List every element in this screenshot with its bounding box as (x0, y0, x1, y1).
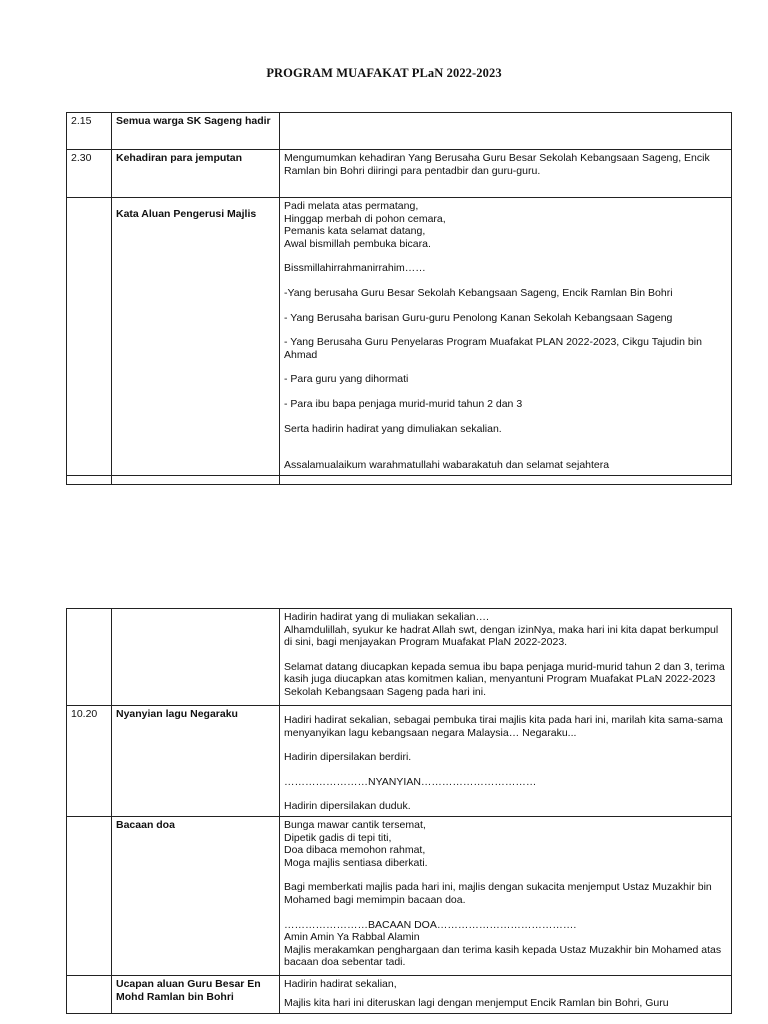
paragraph: ……………………NYANYIAN…………………………… (284, 775, 537, 788)
description-cell (280, 150, 732, 198)
description-cell (280, 113, 732, 150)
description-cell (280, 198, 732, 476)
pantun-line: Awal bismillah pembuka bicara. (284, 237, 431, 250)
time-cell (67, 198, 112, 476)
paragraph: - Yang Berusaha barisan Guru-guru Penolong Kanan Sekolah Kebangsaan Sageng (284, 311, 673, 324)
paragraph: - Para ibu bapa penjaga murid-murid tahun 2 dan 3 (284, 397, 523, 410)
item-cell: Bacaan doa (112, 816, 280, 975)
paragraph: Hadirin dipersilakan berdiri. (284, 751, 412, 764)
paragraph: Assalamualaikum warahmatullahi wabarakatuh dan selamat sejahtera (284, 459, 610, 472)
table-row (67, 150, 732, 198)
paragraph: Hadirin hadirat sekalian, (284, 977, 397, 990)
paragraph: - Yang Berusaha Guru Penyelaras Program Muafakat PLAN 2022-2023, Cikgu Tajudin bin Ahmad (284, 336, 702, 361)
time-cell: 2.15 (67, 113, 112, 150)
paragraph: Bissmillahirrahmanirrahim…… (284, 262, 426, 275)
description-cell (280, 706, 732, 817)
pantun-line: Padi melata atas permatang, (284, 200, 419, 212)
paragraph: -Yang berusaha Guru Besar Sekolah Kebangsaan Sageng, Encik Ramlan Bin Bohri (284, 286, 673, 299)
item-cell: Kata Aluan Pengerusi Majlis (112, 198, 280, 476)
paragraph: Majlis merakamkan penghargaan dan terima kasih kepada Ustaz Muzakhir bin Mohamed atas bacaan doa sebentar tadi. (284, 943, 722, 969)
table-row (67, 706, 732, 817)
description-cell (280, 975, 732, 1013)
paragraph: Hadirin hadirat yang di muliakan sekalian…. (284, 611, 489, 623)
paragraph: Selamat datang diucapkan kepada semua ibu bapa penjaga murid-murid tahun 2 dan 3, terima kasih juga diucapkan atas komitmen kalian, menyantuni Program Muafakat PLaN 2022-2023 Sekolah Kebangsaan Sageng pada hari ini. (284, 660, 725, 698)
paragraph: Amin Amin Ya Rabbal Alamin (284, 931, 420, 944)
table-row (67, 816, 732, 975)
pantun-line: Moga majlis sentiasa diberkati. (284, 856, 428, 869)
pantun-line: Hinggap merbah di pohon cemara, (284, 212, 446, 225)
paragraph: - Para guru yang dihormati (284, 373, 409, 386)
time-cell (67, 975, 112, 1013)
description-cell (280, 816, 732, 975)
item-cell: Kehadiran para jemputan (112, 150, 280, 198)
table-row (67, 475, 732, 484)
time-cell: 2.30 (67, 150, 112, 198)
paragraph: Serta hadirin hadirat yang dimuliakan sekalian. (284, 422, 502, 435)
time-cell (67, 816, 112, 975)
pantun-line: Doa dibaca memohon rahmat, (284, 844, 426, 857)
paragraph: Mengumumkan kehadiran Yang Berusaha Guru Besar Sekolah Kebangsaan Sageng, Encik Ramlan bin Bohri diiringi para pentadbir dan guru-guru. (284, 152, 710, 177)
item-cell: Nyanyian lagu Negaraku (112, 706, 280, 817)
pantun-line: Dipetik gadis di tepi titi, (284, 831, 392, 844)
pantun-line: Bunga mawar cantik tersemat, (284, 818, 426, 831)
paragraph: Hadirin dipersilakan duduk. (284, 800, 411, 813)
paragraph: Hadiri hadirat sekalian, sebagai pembuka tirai majlis kita pada hari ini, marilah kita sama-sama menyanyikan lagu kebangsaan negara Malaysia… Negaraku... (284, 714, 723, 739)
table-row (67, 609, 732, 706)
table-row (67, 113, 732, 150)
document-title: PROGRAM MUAFAKAT PLaN 2022-2023 (266, 66, 502, 80)
paragraph: ……………………BACAAN DOA…………………………………. (284, 918, 577, 931)
item-cell (112, 609, 280, 706)
time-cell (67, 609, 112, 706)
table-row (67, 975, 732, 1013)
item-cell: Semua warga SK Sageng hadir (112, 113, 280, 150)
program-table-page-2 (66, 608, 732, 1014)
paragraph: Alhamdulillah, syukur ke hadrat Allah swt, dengan izinNya, maka hari ini kita dapat berkumpul di sini, bagi menjayakan Program Muafakat PlaN 2022-2023. (284, 623, 719, 649)
description-cell (280, 609, 732, 706)
item-cell: Ucapan aluan Guru Besar En Mohd Ramlan bin Bohri (112, 975, 280, 1013)
program-table-page-1 (66, 112, 732, 485)
paragraph: Bagi memberkati majlis pada hari ini, majlis dengan sukacita menjemput Ustaz Muzakhir bin Mohamed bagi memimpin bacaan doa. (284, 881, 712, 906)
paragraph: Majlis kita hari ini diteruskan lagi dengan menjemput Encik Ramlan bin Bohri, Guru (284, 996, 669, 1009)
table-row (67, 198, 732, 476)
pantun-line: Pemanis kata selamat datang, (284, 225, 426, 238)
time-cell: 10.20 (67, 706, 112, 817)
